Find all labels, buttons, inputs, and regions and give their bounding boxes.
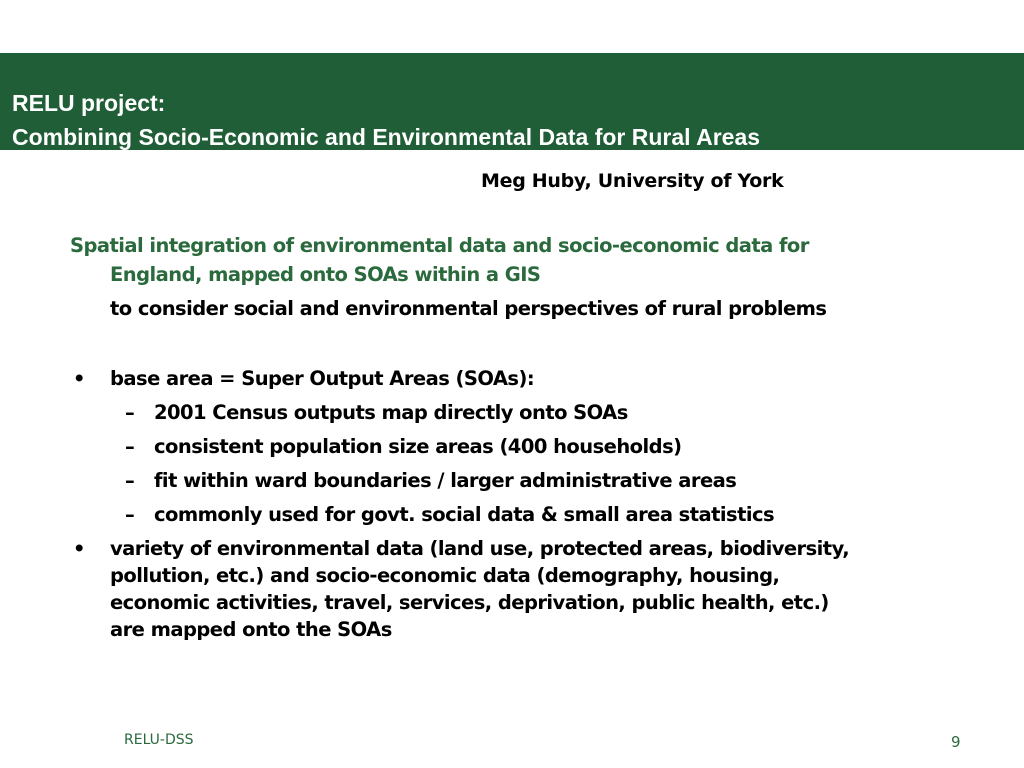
- dash-marker: –: [125, 503, 135, 526]
- subitem-census: 2001 Census outputs map directly onto SOAs: [154, 401, 628, 424]
- bullet-2-line-4: are mapped onto the SOAs: [110, 618, 392, 641]
- bullet-marker: •: [73, 537, 85, 560]
- slide-title-line-1: RELU project:: [12, 90, 166, 116]
- intro-line-1: Spatial integration of environmental data and socio-economic data for: [70, 234, 809, 257]
- intro-line-2: England, mapped onto SOAs within a GIS: [110, 263, 541, 286]
- subitem-govt-data: commonly used for govt. social data & small area statistics: [154, 503, 775, 526]
- dash-marker: –: [125, 401, 135, 424]
- subitem-population: consistent population size areas (400 households): [154, 435, 682, 458]
- bullet-2-line-1: variety of environmental data (land use, protected areas, biodiversity,: [110, 537, 850, 560]
- dash-marker: –: [125, 469, 135, 492]
- bullet-1-text: base area = Super Output Areas (SOAs):: [110, 367, 535, 390]
- intro-line-3: to consider social and environmental perspectives of rural problems: [110, 297, 827, 320]
- bullet-2-line-2: pollution, etc.) and socio-economic data (demography, housing,: [110, 564, 780, 587]
- page-number: 9: [951, 733, 961, 751]
- dash-marker: –: [125, 435, 135, 458]
- bullet-2-line-3: economic activities, travel, services, deprivation, public health, etc.): [110, 591, 829, 614]
- bullet-marker: •: [73, 367, 85, 390]
- subitem-ward-boundaries: fit within ward boundaries / larger administrative areas: [154, 469, 737, 492]
- footer-label: RELU-DSS: [124, 732, 194, 748]
- author-credit: Meg Huby, University of York: [481, 170, 784, 192]
- slide-title-line-2: Combining Socio-Economic and Environmental Data for Rural Areas: [12, 124, 761, 150]
